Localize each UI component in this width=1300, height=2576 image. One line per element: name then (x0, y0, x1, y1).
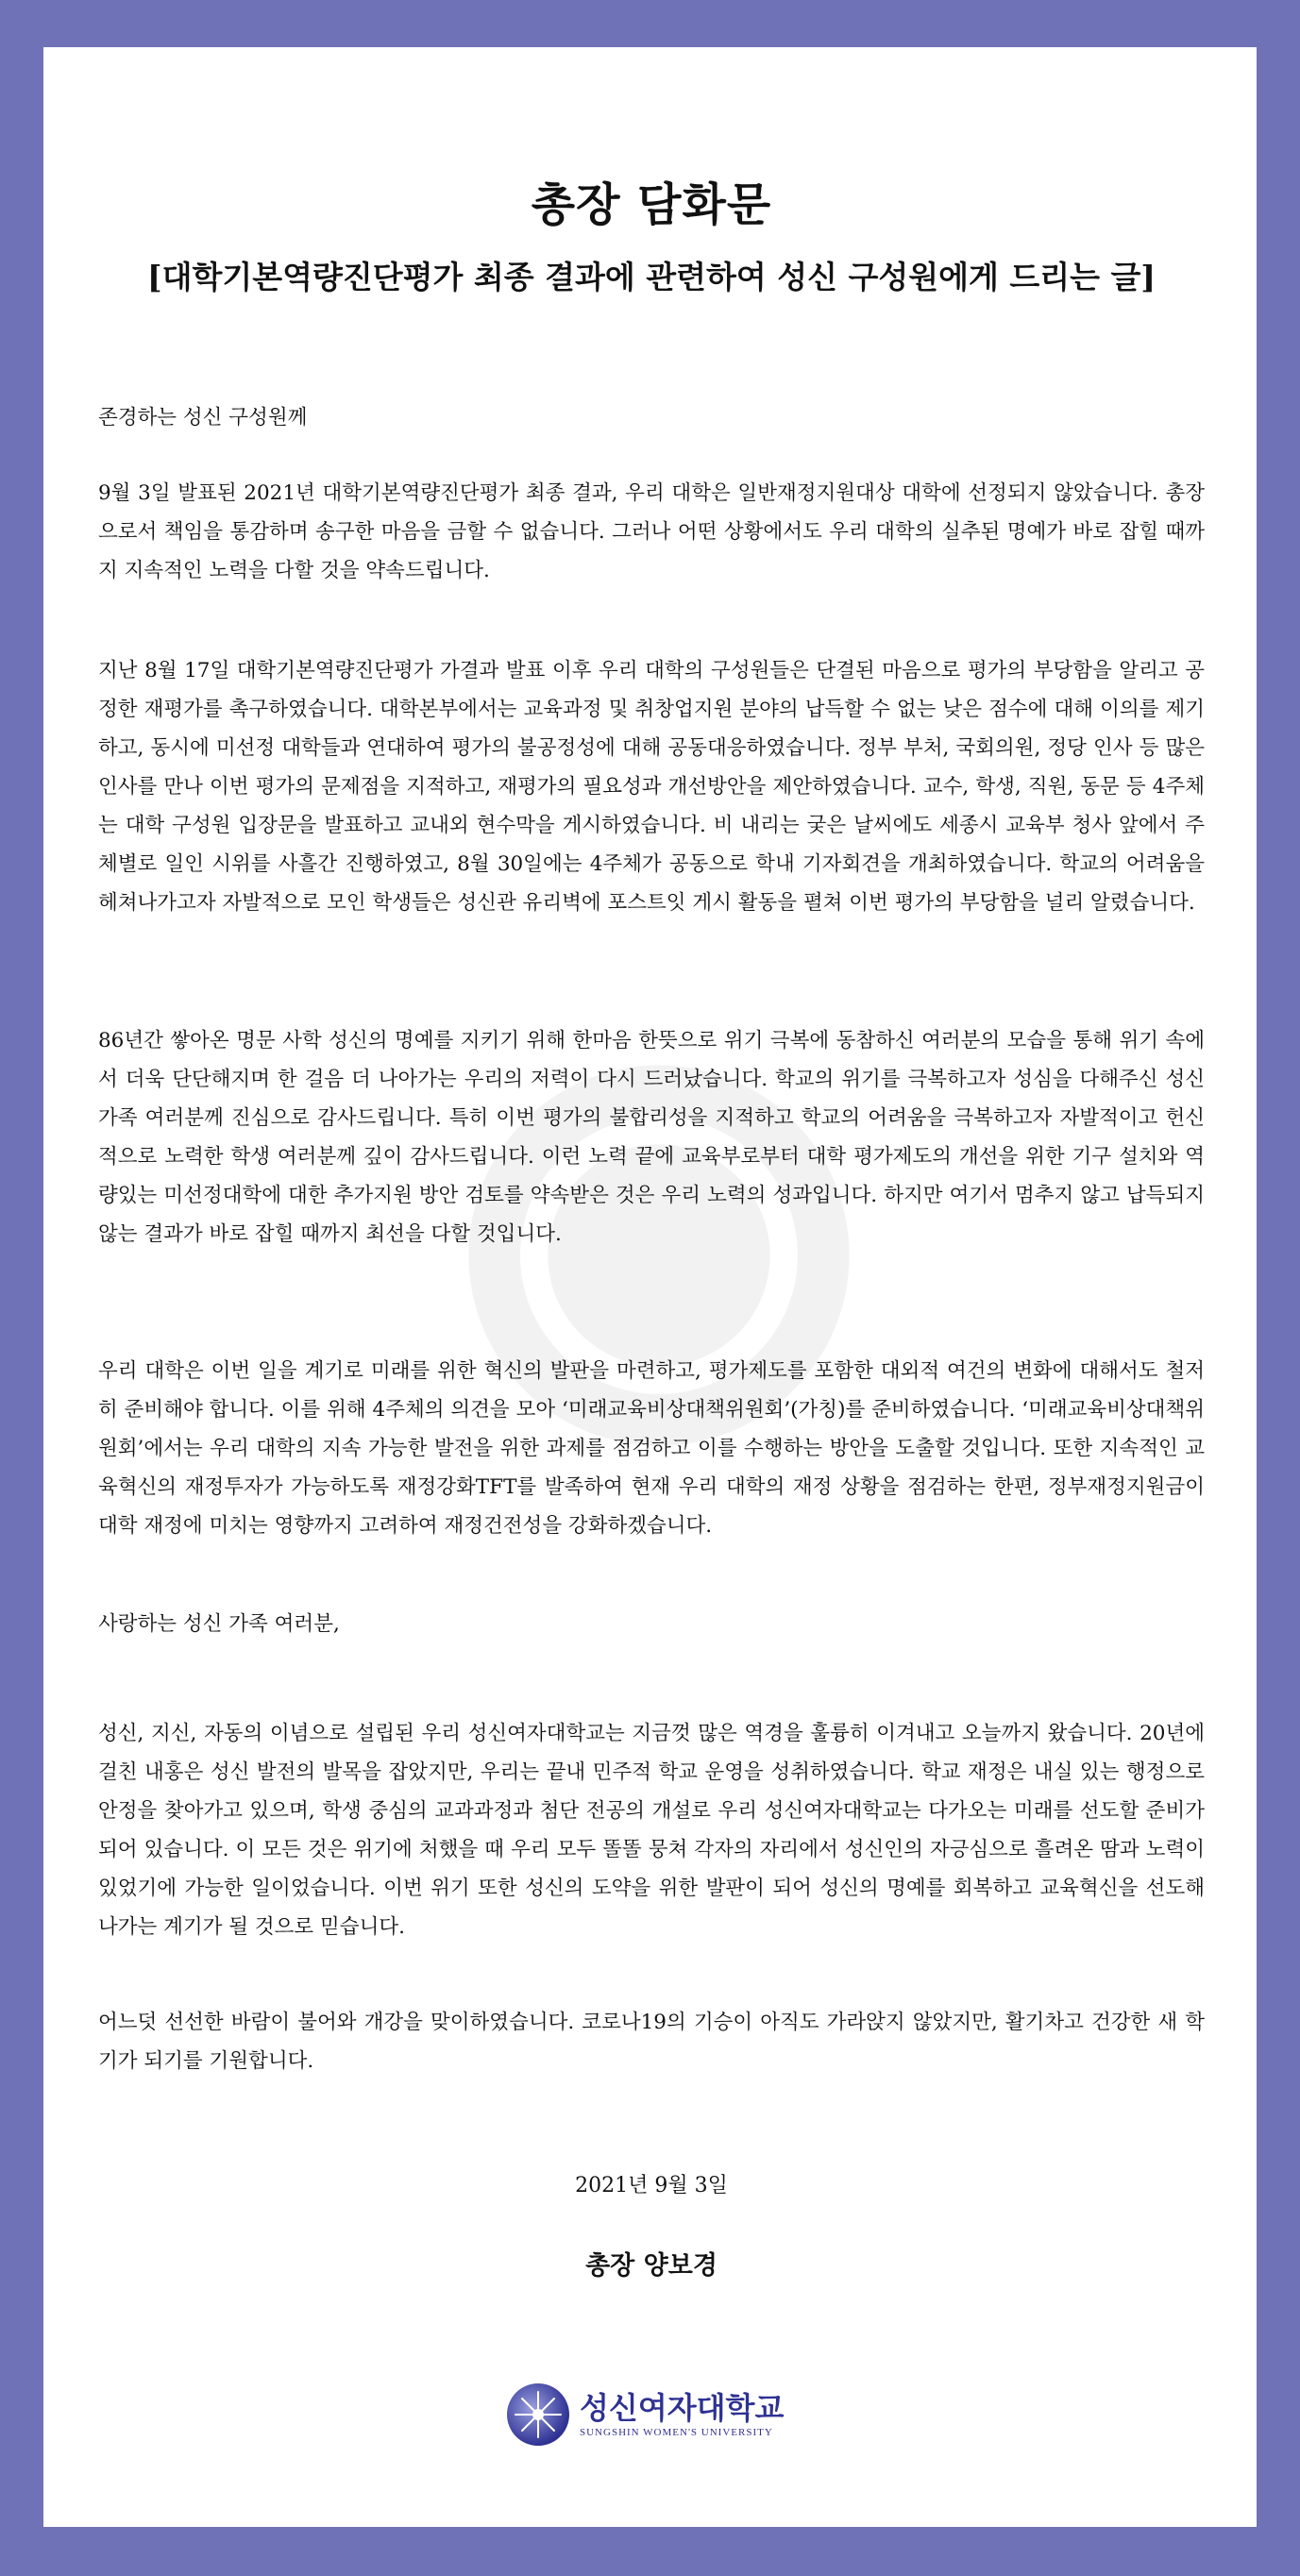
greeting-family: 사랑하는 성신 가족 여러분, (98, 1612, 340, 1636)
university-emblem-icon (506, 2382, 570, 2447)
salutation: 존경하는 성신 구성원께 (98, 406, 308, 429)
page-title: 총장 담화문 (531, 178, 772, 231)
university-logo (506, 2382, 784, 2447)
paragraph-3: 86년간 쌓아온 명문 사학 성신의 명예를 지키기 위해 한마음 한뜻으로 위기 극복에 동참하신 여러분의 모습을 통해 위기 속에서 더욱 단단해지며 한 걸음 더 나아가는 우리의 저력이 다시 드러났습니다. 학교의 위기를 극복하고자 성심을 다해주신 성신 가족 여러분께 진심으로 감사드립니다. 특히 이번 평가의 불합리성을 지적하고 학교의 어려움을 극복하고자 자발적이고 헌신적으로 노력한 학생 여러분께 깊이 감사드립니다. 이런 노력 끝에 교육부로부터 대학 평가제도의 개선을 위한 기구 설치와 역량있는 미선정대학에 대한 추가지원 방안 검토를 약속받은 것은 우리 노력의 성과입니다. 하지만 여기서 멈추지 않고 납득되지 않는 결과가 바로 잡힐 때까지 최선을 다할 것입니다. (98, 1029, 1205, 1246)
paragraph-6: 어느덧 선선한 바람이 불어와 개강을 맞이하였습니다. 코로나19의 기승이 아직도 가라앉지 않았지만, 활기차고 건강한 새 학기가 되기를 기원합니다. (98, 2011, 1205, 2073)
paragraph-4: 우리 대학은 이번 일을 계기로 미래를 위한 혁신의 발판을 마련하고, 평가제도를 포함한 대외적 여건의 변화에 대해서도 철저히 준비해야 합니다. 이를 위해 4주체의 의견을 모아 ‘미래교육비상대책위원회’(가칭)를 준비하였습니다. ‘미래교육비상대책위원회’에서는 우리 대학의 지속 가능한 발전을 위한 과제를 점검하고 이를 수행하는 방안을 도출할 것입니다. 또한 지속적인 교육혁신의 재정투자가 가능하도록 재정강화TFT를 발족하여 현재 우리 대학의 재정 상황을 점검하는 한편, 정부재정지원금이 대학 재정에 미치는 영향까지 고려하여 재정건전성을 강화하겠습니다. (98, 1359, 1205, 1538)
document-date: 2021년 9월 3일 (575, 2174, 728, 2197)
logo-english-name: SUNGSHIN WOMEN'S UNIVERSITY (580, 2427, 773, 2438)
page-subtitle: [대학기본역량진단평가 최종 결과에 관련하여 성신 구성원에게 드리는 글] (147, 259, 1156, 295)
paragraph-1: 9월 3일 발표된 2021년 대학기본역량진단평가 최종 결과, 우리 대학은 일반재정지원대상 대학에 선정되지 않았습니다. 총장으로서 책임을 통감하며 송구한 마음을 금할 수 없습니다. 그러나 어떤 상황에서도 우리 대학의 실추된 명예가 바로 잡힐 때까지 지속적인 노력을 다할 것을 약속드립니다. (98, 481, 1205, 582)
paragraph-5: 성신, 지신, 자동의 이념으로 설립된 우리 성신여자대학교는 지금껏 많은 역경을 훌륭히 이겨내고 오늘까지 왔습니다. 20년에 걸친 내홍은 성신 발전의 발목을 잡았지만, 우리는 끝내 민주적 학교 운영을 성취하였습니다. 학교 재정은 내실 있는 행정으로 안정을 찾아가고 있으며, 학생 중심의 교과과정과 첨단 전공의 개설로 우리 성신여자대학교는 다가오는 미래를 선도할 준비가 되어 있습니다. 이 모든 것은 위기에 처했을 때 우리 모두 똘똘 뭉쳐 각자의 자리에서 성신인의 자긍심으로 흘려온 땀과 노력이 있었기에 가능한 일이었습니다. 이번 위기 또한 성신의 도약을 위한 발판이 되어 성신의 명예를 회복하고 교육혁신을 선도해 나가는 계기가 될 것으로 믿습니다. (98, 1722, 1205, 1939)
signature: 총장 양보경 (585, 2251, 718, 2281)
logo-korean-name: 성신여자대학교 (580, 2390, 785, 2426)
paragraph-2: 지난 8월 17일 대학기본역량진단평가 가결과 발표 이후 우리 대학의 구성원들은 단결된 마음으로 평가의 부당함을 알리고 공정한 재평가를 촉구하였습니다. 대학본부에서는 교육과정 및 취창업지원 분야의 납득할 수 없는 낮은 점수에 대해 이의를 제기하고, 동시에 미선정 대학들과 연대하여 평가의 불공정성에 대해 공동대응하였습니다. 정부 부처, 국회의원, 정당 인사 등 많은 인사를 만나 이번 평가의 문제점을 지적하고, 재평가의 필요성과 개선방안을 제안하였습니다. 교수, 학생, 직원, 동문 등 4주체는 대학 구성원 입장문을 발표하고 교내외 현수막을 게시하였습니다. 비 내리는 궂은 날씨에도 세종시 교육부 청사 앞에서 주체별로 일인 시위를 사흘간 진행하였고, 8월 30일에는 4주체가 공동으로 학내 기자회견을 개최하였습니다. 학교의 어려움을 헤쳐나가고자 자발적으로 모인 학생들은 성신관 유리벽에 포스트잇 게시 활동을 펼쳐 이번 평가의 부당함을 널리 알렸습니다. (98, 659, 1205, 915)
